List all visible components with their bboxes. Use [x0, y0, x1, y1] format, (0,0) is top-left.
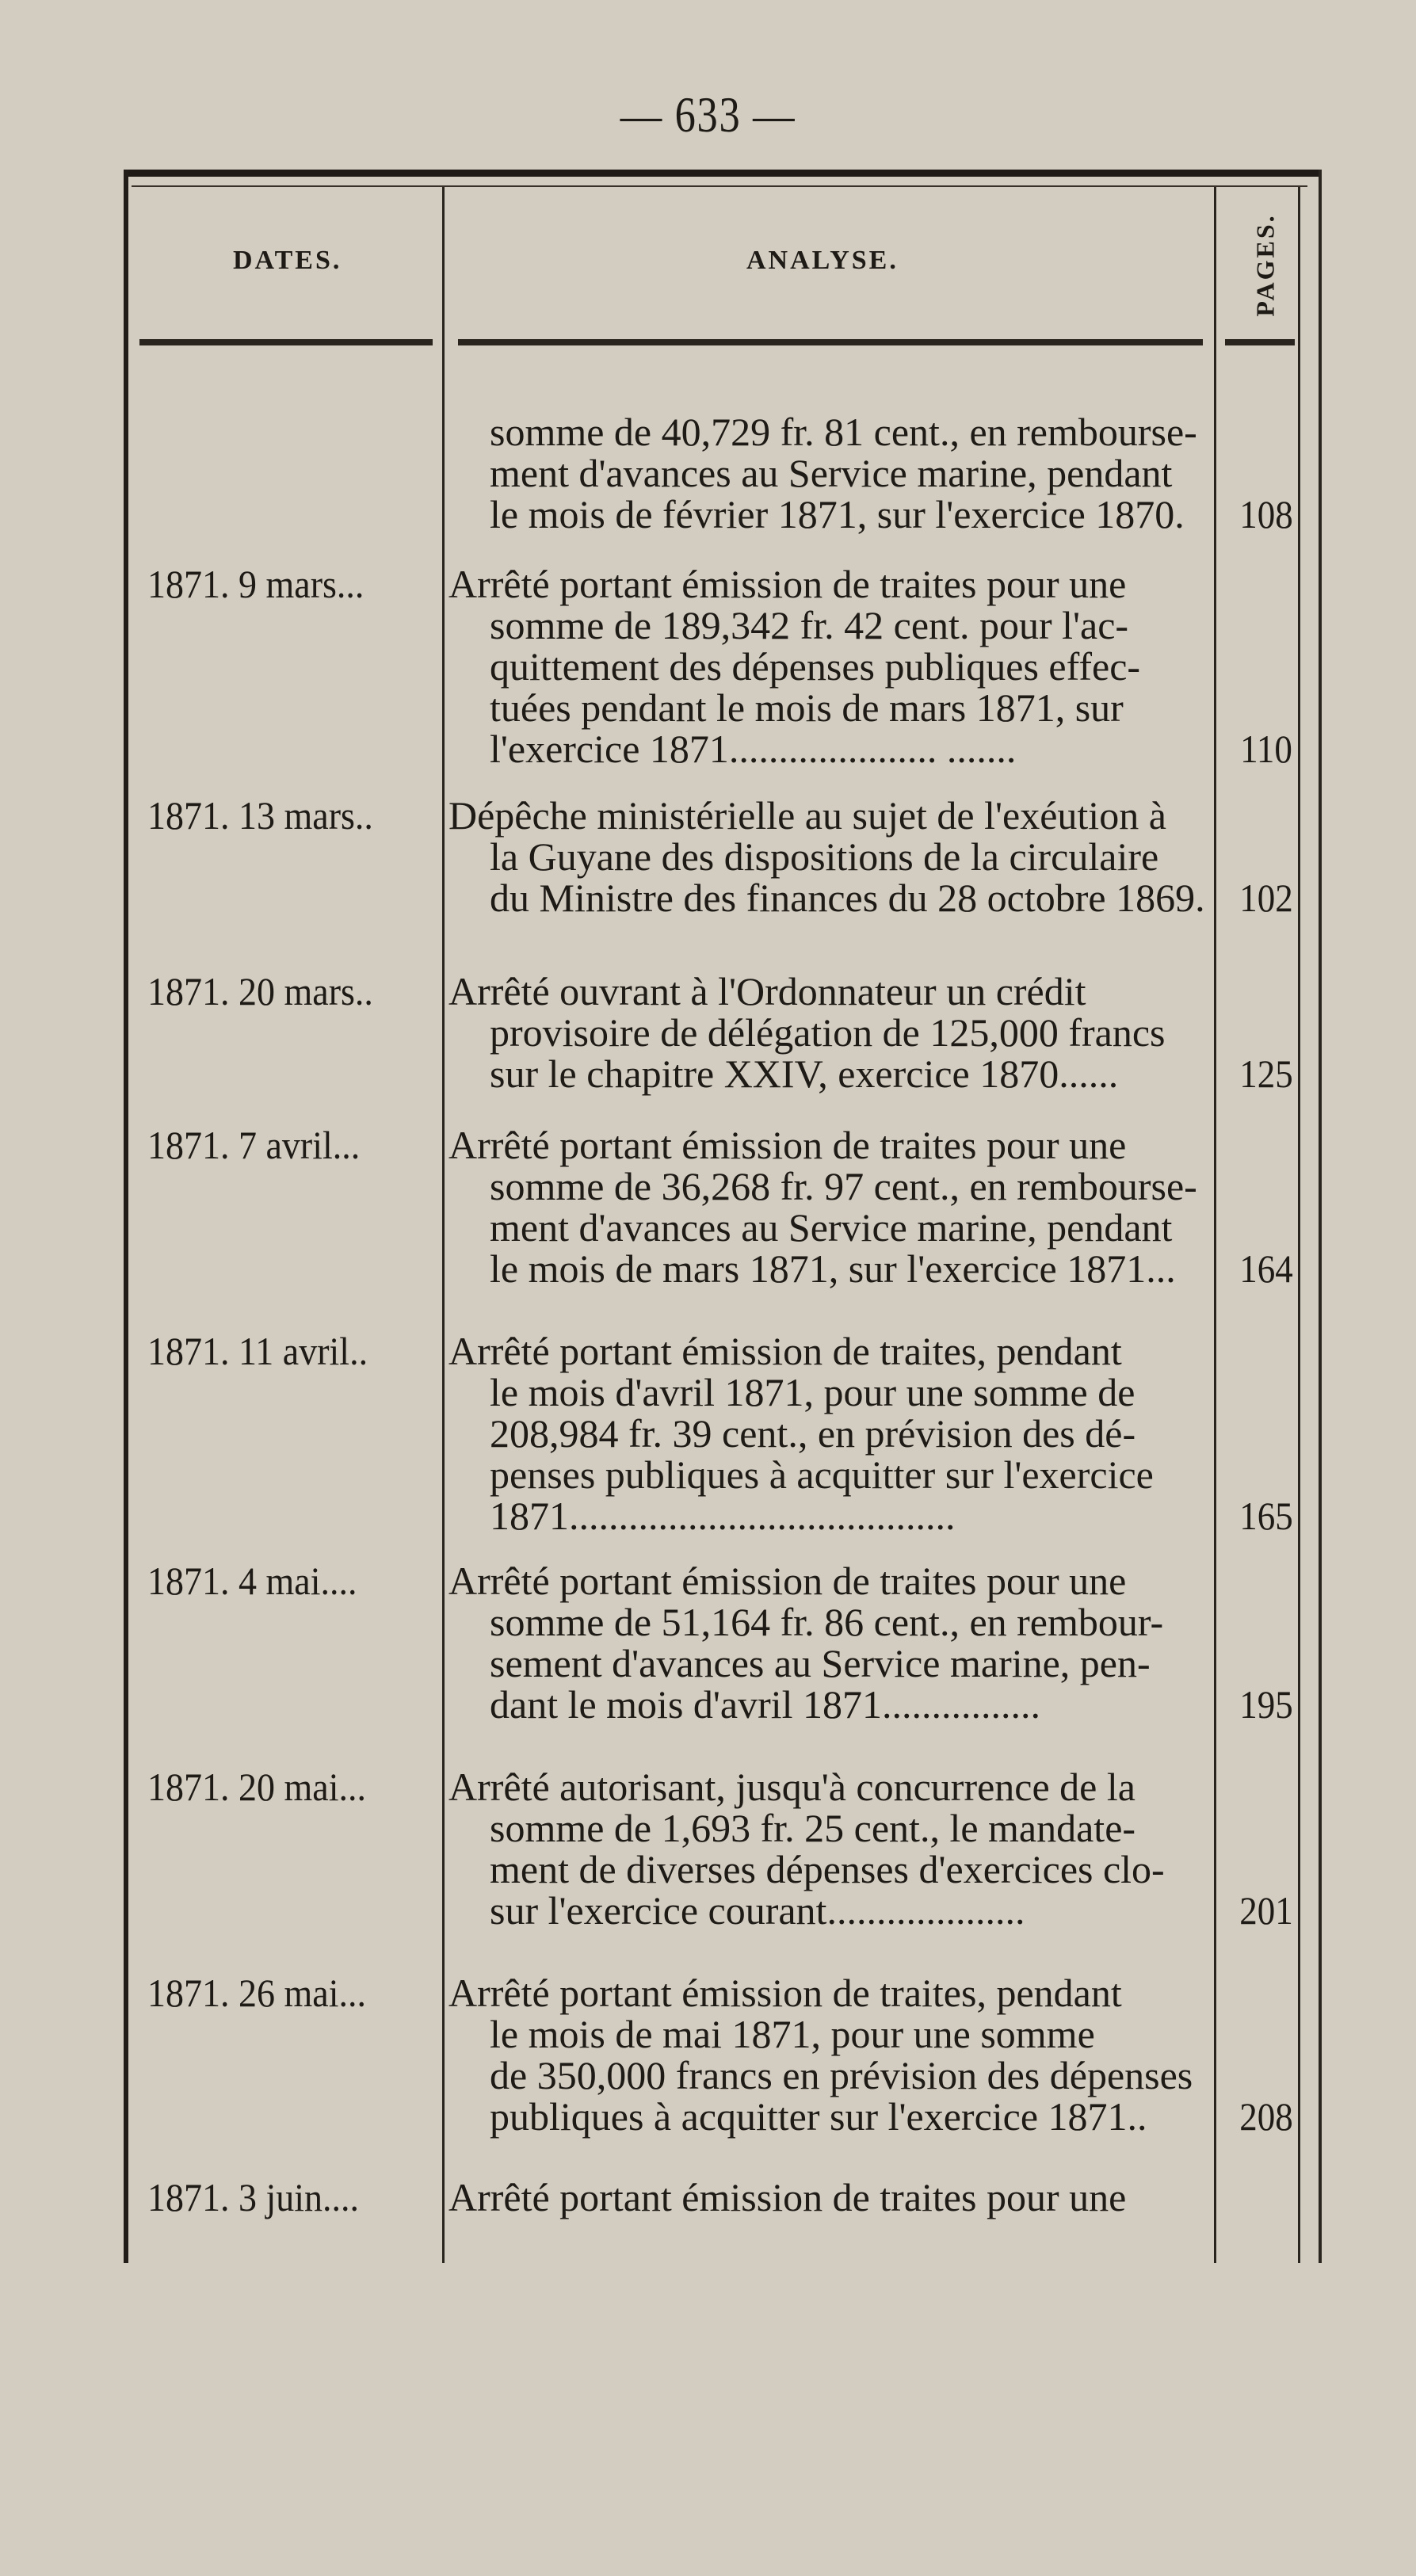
entry-text-line: penses publiques à acquitter sur l'exercice — [490, 1452, 1154, 1497]
entry-text-line: sement d'avances au Service marine, pen- — [490, 1641, 1151, 1685]
entry-date: 1871. 7 avril... — [147, 1123, 361, 1167]
entry-date: 1871. 13 mars.. — [147, 793, 373, 838]
entry-text-line: somme de 36,268 fr. 97 cent., en rembourse- — [490, 1164, 1197, 1208]
entry-text-line: la Guyane des dispositions de la circulaire — [490, 834, 1159, 879]
entry-text-line: Arrêté portant émission de traites pour une — [448, 1123, 1127, 1167]
entry-date: 1871. 9 mars... — [147, 562, 364, 606]
entry-page-number: 208 — [1239, 2094, 1293, 2139]
entry-text-line: Dépêche ministérielle au sujet de l'exéution à — [448, 793, 1166, 838]
entry-text-line: dant le mois d'avril 1871................ — [490, 1682, 1041, 1727]
page-number: — 633 — — [620, 86, 796, 143]
entry-text-line: l'exercice 1871..................... ....... — [490, 727, 1017, 771]
entry-text-line: somme de 51,164 fr. 86 cent., en rembour- — [490, 1600, 1164, 1644]
dates-header-rule — [139, 339, 433, 345]
entry-text-line: ment de diverses dépenses d'exercices clo- — [490, 1847, 1165, 1891]
entry-text-line: Arrêté portant émission de traites pour une — [448, 1559, 1127, 1603]
entry-text-line: le mois de février 1871, sur l'exercice 1870. — [490, 492, 1185, 536]
entry-text-line: Arrêté portant émission de traites, pendant — [448, 1971, 1122, 2015]
entry-text-line: publiques à acquitter sur l'exercice 1871.. — [490, 2094, 1147, 2139]
entry-date: 1871. 26 mai... — [147, 1971, 366, 2015]
pages-column-header-text: PAGES. — [1250, 212, 1280, 317]
entry-text-line: provisoire de délégation de 125,000 francs — [490, 1010, 1166, 1055]
analyse-pages-divider — [1214, 187, 1216, 2263]
entry-text-line: somme de 1,693 fr. 25 cent., le mandate- — [490, 1806, 1136, 1850]
pages-column-header — [1237, 197, 1294, 333]
entry-page-number: 125 — [1239, 1051, 1293, 1096]
entry-text-line: de 350,000 francs en prévision des dépenses — [490, 2053, 1193, 2097]
dates-column-header: DATES. — [233, 246, 342, 275]
entry-text-line: Arrêté portant émission de traites pour une — [448, 2175, 1127, 2219]
entry-date: 1871. 11 avril.. — [147, 1329, 368, 1373]
entry-text-line: le mois de mars 1871, sur l'exercice 1871... — [490, 1246, 1176, 1291]
entry-date: 1871. 20 mars.. — [147, 969, 373, 1013]
entry-text-line: somme de 189,342 fr. 42 cent. pour l'ac- — [490, 603, 1129, 647]
entry-date: 1871. 3 juin.... — [147, 2175, 360, 2219]
entry-text-line: sur l'exercice courant.................... — [490, 1888, 1025, 1933]
entry-text-line: sur le chapitre XXIV, exercice 1870...... — [490, 1051, 1119, 1096]
analyse-header-rule — [458, 339, 1203, 345]
entry-text-line: quittement des dépenses publiques effec- — [490, 644, 1141, 689]
entry-text-line: 208,984 fr. 39 cent., en prévision des dé- — [490, 1411, 1136, 1456]
entry-text-line: ment d'avances au Service marine, pendant — [490, 1205, 1173, 1250]
entry-page-number: 195 — [1239, 1682, 1293, 1727]
entry-text-line: Arrêté ouvrant à l'Ordonnateur un crédit — [448, 969, 1086, 1013]
entry-text-line: du Ministre des finances du 28 octobre 1869. — [490, 876, 1205, 920]
entry-text-line: somme de 40,729 fr. 81 cent., en rembourse- — [490, 410, 1197, 454]
entry-date: 1871. 20 mai... — [147, 1765, 366, 1809]
entry-text-line: le mois d'avril 1871, pour une somme de — [490, 1370, 1135, 1414]
entry-text-line: tuées pendant le mois de mars 1871, sur — [490, 685, 1124, 730]
entry-page-number: 165 — [1239, 1494, 1293, 1538]
entry-date: 1871. 4 mai.... — [147, 1559, 357, 1603]
dates-analyse-divider — [442, 187, 445, 2263]
entry-page-number: 102 — [1239, 876, 1293, 920]
entry-text-line: ment d'avances au Service marine, pendant — [490, 451, 1173, 495]
entry-text-line: Arrêté portant émission de traites, pendant — [448, 1329, 1122, 1373]
pages-header-rule — [1225, 339, 1295, 345]
entry-page-number: 108 — [1239, 492, 1293, 536]
entry-page-number: 110 — [1240, 727, 1292, 771]
entry-text-line: Arrêté portant émission de traites pour une — [448, 562, 1127, 606]
entry-text-line: 1871....................................... — [490, 1494, 956, 1538]
entry-page-number: 164 — [1239, 1246, 1293, 1291]
entry-text-line: le mois de mai 1871, pour une somme — [490, 2012, 1095, 2056]
analyse-column-header: ANALYSE. — [746, 246, 899, 275]
entry-text-line: Arrêté autorisant, jusqu'à concurrence de la — [448, 1765, 1135, 1809]
entry-page-number: 201 — [1239, 1888, 1293, 1933]
